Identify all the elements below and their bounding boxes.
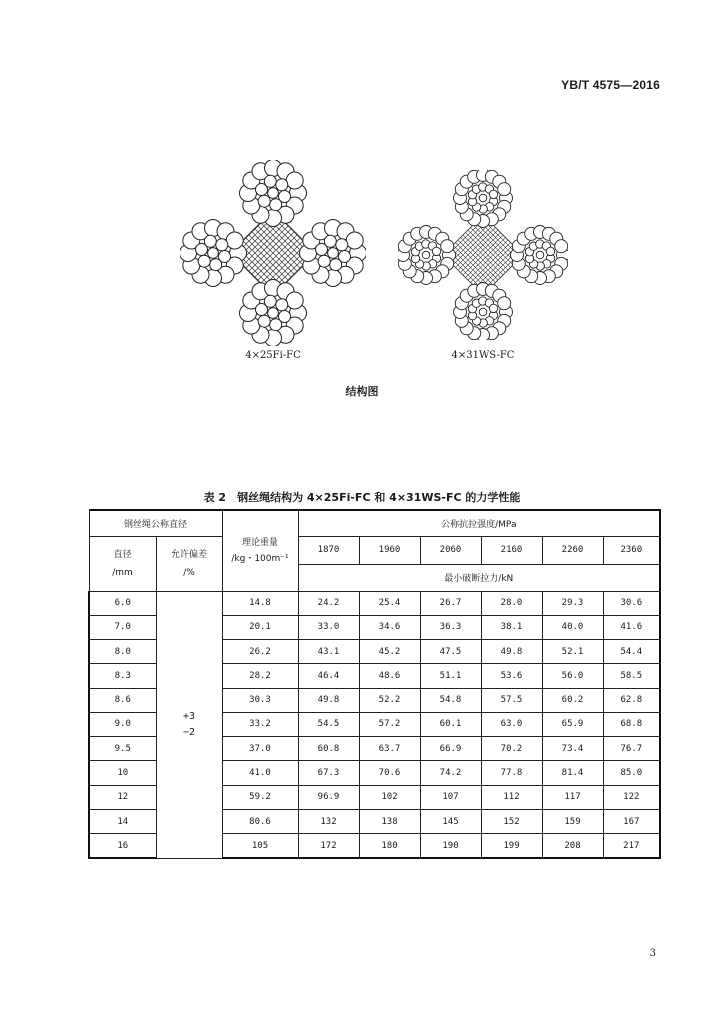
cell-diameter: 9.0 [89,712,156,736]
cell-breaking-force: 33.0 [298,615,359,639]
cell-breaking-force: 167 [603,809,660,833]
cell-breaking-force: 66.9 [420,737,481,761]
cell-diameter: 7.0 [89,615,156,639]
strand-wire [498,297,511,310]
header-weight: 理论重量 /kg・100m⁻¹ [222,510,298,591]
cell-weight: 33.2 [222,712,298,736]
cell-breaking-force: 73.4 [542,737,603,761]
strand-wire [270,199,282,211]
cell-breaking-force: 122 [603,785,660,809]
cell-breaking-force: 68.8 [603,712,660,736]
cell-breaking-force: 54.5 [298,712,359,736]
cell-breaking-force: 48.6 [359,664,420,688]
figure-label-4x31ws: 4×31WS-FC [451,350,515,361]
strand-wire [498,183,511,196]
cell-breaking-force: 56.0 [542,664,603,688]
strand-wire [268,308,279,319]
cell-breaking-force: 49.8 [298,688,359,712]
cell-breaking-force: 159 [542,809,603,833]
cell-breaking-force: 63.7 [359,737,420,761]
cell-breaking-force: 112 [481,785,542,809]
cell-weight: 80.6 [222,809,298,833]
table-row [89,591,660,615]
cell-weight: 41.0 [222,761,298,785]
cell-breaking-force: 38.1 [481,615,542,639]
cell-diameter: 9.5 [89,737,156,761]
grade-header: 2060 [420,536,481,564]
cell-breaking-force: 36.3 [420,615,481,639]
cell-breaking-force: 60.2 [542,688,603,712]
strand-wire [208,248,219,259]
cell-breaking-force: 117 [542,785,603,809]
cell-breaking-force: 152 [481,809,542,833]
strand-wire [216,239,228,251]
strand-wire [226,232,243,249]
strand-wire [286,172,303,189]
cell-breaking-force: 26.7 [420,591,481,615]
cell-weight: 28.2 [222,664,298,688]
cell-breaking-force: 70.6 [359,761,420,785]
cell-weight: 59.2 [222,785,298,809]
cell-diameter: 8.3 [89,664,156,688]
cell-breaking-force: 145 [420,809,481,833]
cell-breaking-force: 77.8 [481,761,542,785]
strand-wire [204,235,216,247]
cell-diameter: 8.0 [89,640,156,664]
cell-breaking-force: 29.3 [542,591,603,615]
standard-code: YB/T 4575—2016 [561,78,660,92]
cell-breaking-force: 217 [603,834,660,858]
cell-weight: 30.3 [222,688,298,712]
cell-diameter: 10 [89,761,156,785]
strand-wire [268,188,279,199]
strand-wire [276,299,288,311]
strand-wire [286,292,303,309]
strand-wire [432,247,440,255]
cell-breaking-force: 53.6 [481,664,542,688]
cell-breaking-force: 199 [481,834,542,858]
cell-breaking-force: 102 [359,785,420,809]
cell-breaking-force: 107 [420,785,481,809]
strand-wire [555,240,568,253]
mechanical-properties-table [88,509,661,859]
cell-breaking-force: 81.4 [542,761,603,785]
header-breaking-force: 最小破断拉力/kN [298,564,660,591]
strand-wire [318,255,330,267]
cell-breaking-force: 47.5 [420,640,481,664]
cell-breaking-force: 25.4 [359,591,420,615]
table-title: 表 2 钢丝绳结构为 4×25Fi-FC 和 4×31WS-FC 的力学性能 [203,491,521,504]
cell-tolerance: +3 −2 [156,591,222,858]
strand-wire [324,235,336,247]
cell-breaking-force: 52.2 [359,688,420,712]
strand-wire [489,190,497,198]
strand-wire [536,251,544,259]
cell-breaking-force: 132 [298,809,359,833]
cell-breaking-force: 57.2 [359,712,420,736]
cell-weight: 26.2 [222,640,298,664]
strand-wire [346,232,363,249]
cell-breaking-force: 63.0 [481,712,542,736]
cell-weight: 14.8 [222,591,298,615]
cell-breaking-force: 138 [359,809,420,833]
cell-breaking-force: 58.5 [603,664,660,688]
cell-breaking-force: 24.2 [298,591,359,615]
cell-breaking-force: 46.4 [298,664,359,688]
strand-wire [479,308,487,316]
strand-wire [441,240,454,253]
cell-breaking-force: 172 [298,834,359,858]
strand-wire [258,315,270,327]
strand-wire [328,248,339,259]
cell-breaking-force: 45.2 [359,640,420,664]
cell-breaking-force: 43.1 [298,640,359,664]
strand-wire [546,247,554,255]
grade-header: 1870 [298,536,359,564]
cell-breaking-force: 54.8 [420,688,481,712]
header-strength-group: 公称抗拉强度/MPa [298,510,660,536]
cell-breaking-force: 76.7 [603,737,660,761]
strand-wire [336,239,348,251]
cell-breaking-force: 85.0 [603,761,660,785]
strand-wire [264,295,276,307]
rope-cross-section-4x31ws [398,170,568,340]
figure-label-4x25fi: 4×25Fi-FC [245,350,301,361]
cell-breaking-force: 40.0 [542,615,603,639]
cell-breaking-force: 70.2 [481,737,542,761]
page-number: 3 [649,948,656,959]
cell-breaking-force: 96.9 [298,785,359,809]
cell-breaking-force: 49.8 [481,640,542,664]
strand-wire [330,259,342,271]
strand-wire [258,195,270,207]
cell-breaking-force: 60.8 [298,737,359,761]
cell-breaking-force: 57.5 [481,688,542,712]
header-tolerance: 允许偏差 /% [156,536,222,591]
cell-breaking-force: 60.1 [420,712,481,736]
cell-breaking-force: 41.6 [603,615,660,639]
cell-weight: 37.0 [222,737,298,761]
cell-breaking-force: 51.1 [420,664,481,688]
rope-cross-section-4x25fi [180,160,366,346]
cell-breaking-force: 34.6 [359,615,420,639]
cell-breaking-force: 54.4 [603,640,660,664]
cell-breaking-force: 180 [359,834,420,858]
cell-weight: 105 [222,834,298,858]
cell-diameter: 6.0 [89,591,156,615]
grade-header: 1960 [359,536,420,564]
strand-wire [479,194,487,202]
strand-wire [210,259,222,271]
strand-wire [276,179,288,191]
header-diameter-group: 钢丝绳公称直径 [89,510,222,536]
strand-wire [198,255,210,267]
header-diameter: 直径 /mm [89,536,156,591]
cell-breaking-force: 28.0 [481,591,542,615]
cell-breaking-force: 62.8 [603,688,660,712]
cell-breaking-force: 208 [542,834,603,858]
cell-breaking-force: 30.6 [603,591,660,615]
strand-wire [270,319,282,331]
strand-wire [422,251,430,259]
figure-title: 结构图 [345,385,379,398]
grade-header: 2360 [603,536,660,564]
strand-wire [489,304,497,312]
cell-weight: 20.1 [222,615,298,639]
cell-diameter: 12 [89,785,156,809]
grade-header: 2260 [542,536,603,564]
cell-breaking-force: 190 [420,834,481,858]
cell-breaking-force: 52.1 [542,640,603,664]
cell-diameter: 14 [89,809,156,833]
grade-header: 2160 [481,536,542,564]
cell-breaking-force: 65.9 [542,712,603,736]
cell-diameter: 16 [89,834,156,858]
cell-breaking-force: 67.3 [298,761,359,785]
strand-wire [264,175,276,187]
cell-breaking-force: 74.2 [420,761,481,785]
cell-diameter: 8.6 [89,688,156,712]
